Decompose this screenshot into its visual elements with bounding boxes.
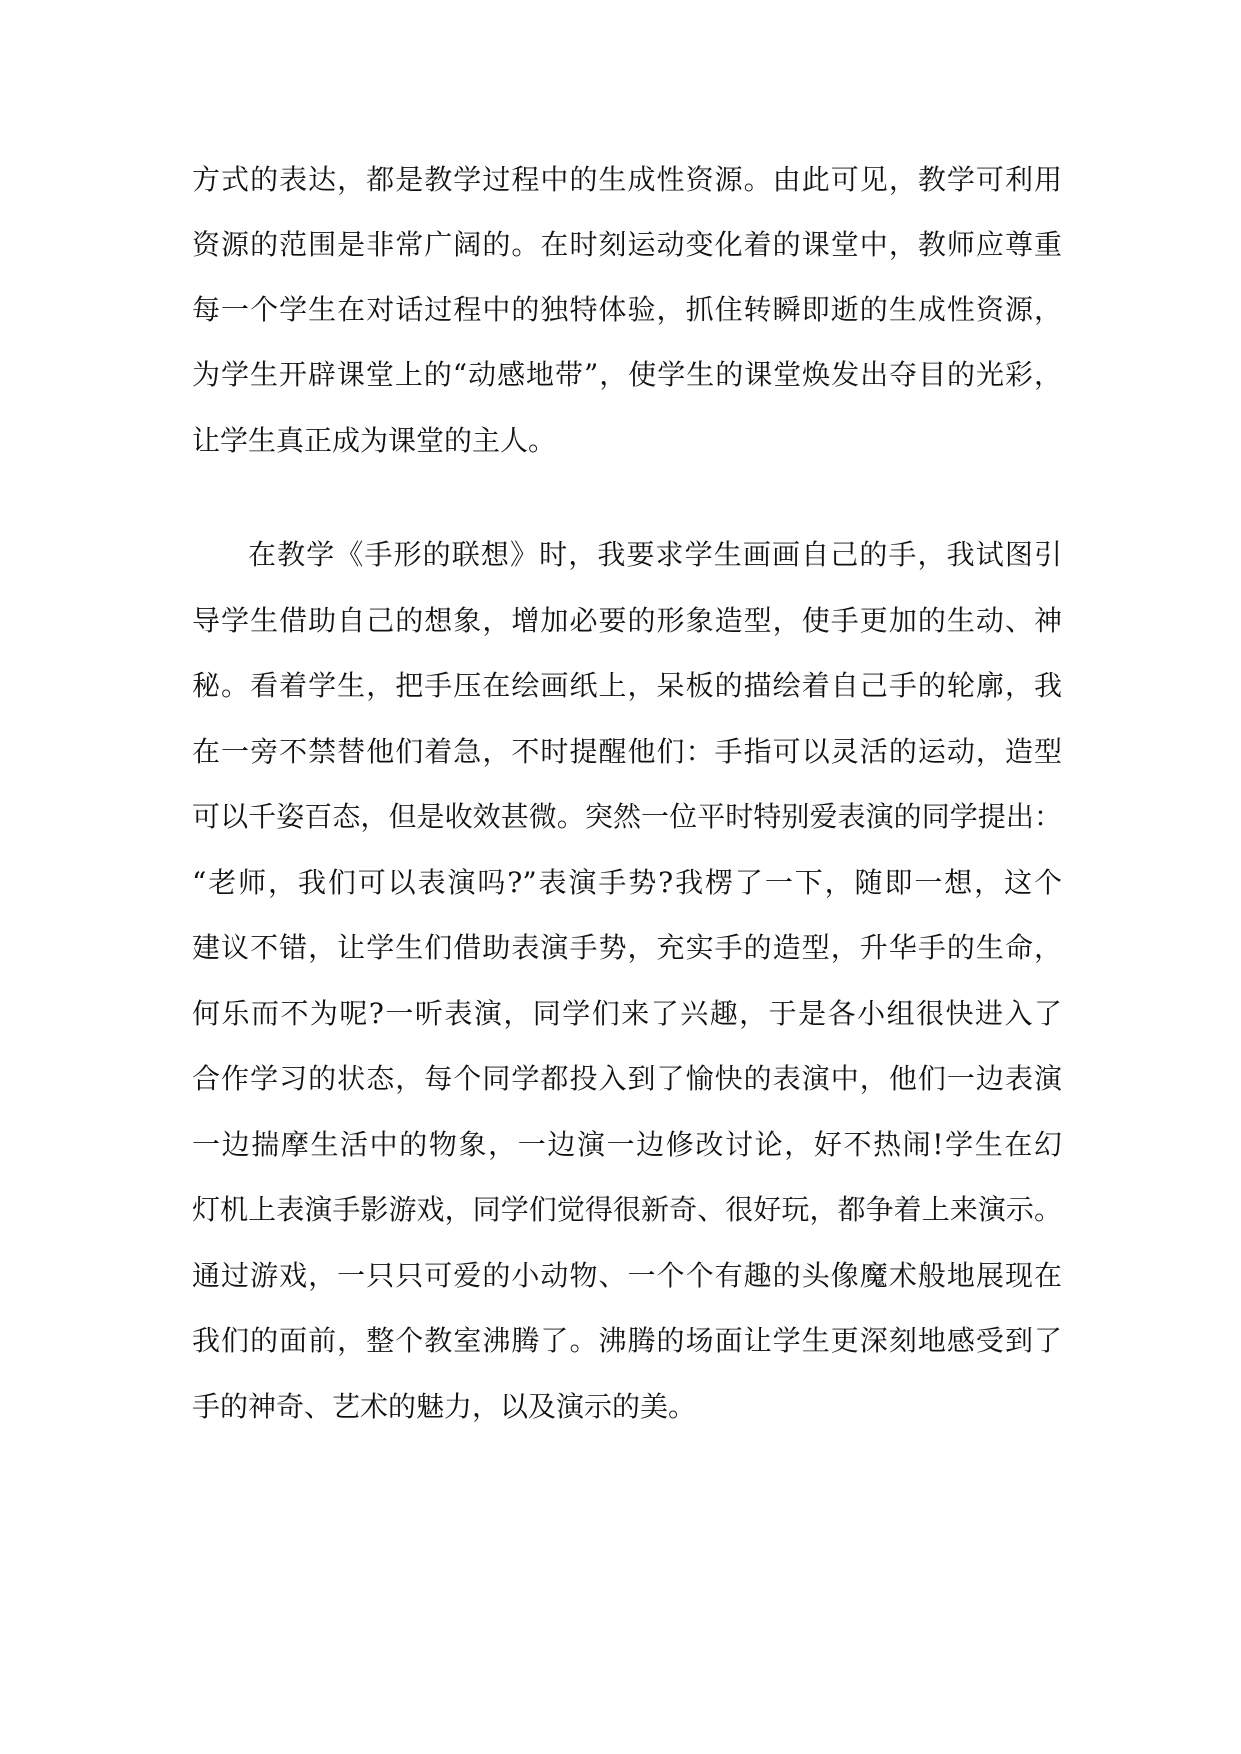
paragraph-1-line-1: 方式的表达，都是教学过程中的生成性资源。由此可见，教学可利用 — [192, 163, 1062, 196]
paragraph-1-line-4: 为学生开辟课堂上的“动感地带”，使学生的课堂焕发出夺目的光彩， — [192, 358, 1062, 391]
paragraph-2-line-2: 导学生借助自己的想象，增加必要的形象造型，使手更加的生动、神 — [192, 604, 1062, 637]
paragraph-2-line-4: 在一旁不禁替他们着急，不时提醒他们：手指可以灵活的运动，造型 — [192, 735, 1062, 768]
paragraph-2-line-10: 一边揣摩生活中的物象，一边演一边修改讨论，好不热闹!学生在幻 — [192, 1128, 1062, 1161]
paragraph-2-line-5: 可以千姿百态，但是收效甚微。突然一位平时特别爱表演的同学提出： — [192, 800, 1062, 833]
paragraph-2-line-7: 建议不错，让学生们借助表演手势，充实手的造型，升华手的生命， — [192, 931, 1062, 964]
paragraph-2-line-6: “老师，我们可以表演吗?”表演手势?我楞了一下，随即一想，这个 — [192, 866, 1062, 899]
paragraph-2-line-13: 我们的面前，整个教室沸腾了。沸腾的场面让学生更深刻地感受到了 — [192, 1324, 1062, 1357]
paragraph-2-line-11: 灯机上表演手影游戏，同学们觉得很新奇、很好玩，都争着上来演示。 — [192, 1193, 1062, 1226]
paragraph-2-line-8: 何乐而不为呢?一听表演，同学们来了兴趣，于是各小组很快进入了 — [192, 997, 1062, 1030]
paragraph-1-line-5: 让学生真正成为课堂的主人。 — [192, 424, 557, 457]
paragraph-2-line-1: 在教学《手形的联想》时，我要求学生画画自己的手，我试图引 — [248, 538, 1062, 571]
paragraph-2-line-14: 手的神奇、艺术的魅力，以及演示的美。 — [192, 1390, 697, 1423]
paragraph-2-line-9: 合作学习的状态，每个同学都投入到了愉快的表演中，他们一边表演 — [192, 1062, 1062, 1095]
paragraph-2-line-3: 秘。看着学生，把手压在绘画纸上，呆板的描绘着自己手的轮廓，我 — [192, 669, 1062, 702]
paragraph-1-line-3: 每一个学生在对话过程中的独特体验，抓住转瞬即逝的生成性资源， — [192, 293, 1062, 326]
paragraph-1-line-2: 资源的范围是非常广阔的。在时刻运动变化着的课堂中，教师应尊重 — [192, 228, 1062, 261]
paragraph-2-line-12: 通过游戏，一只只可爱的小动物、一个个有趣的头像魔术般地展现在 — [192, 1259, 1062, 1292]
